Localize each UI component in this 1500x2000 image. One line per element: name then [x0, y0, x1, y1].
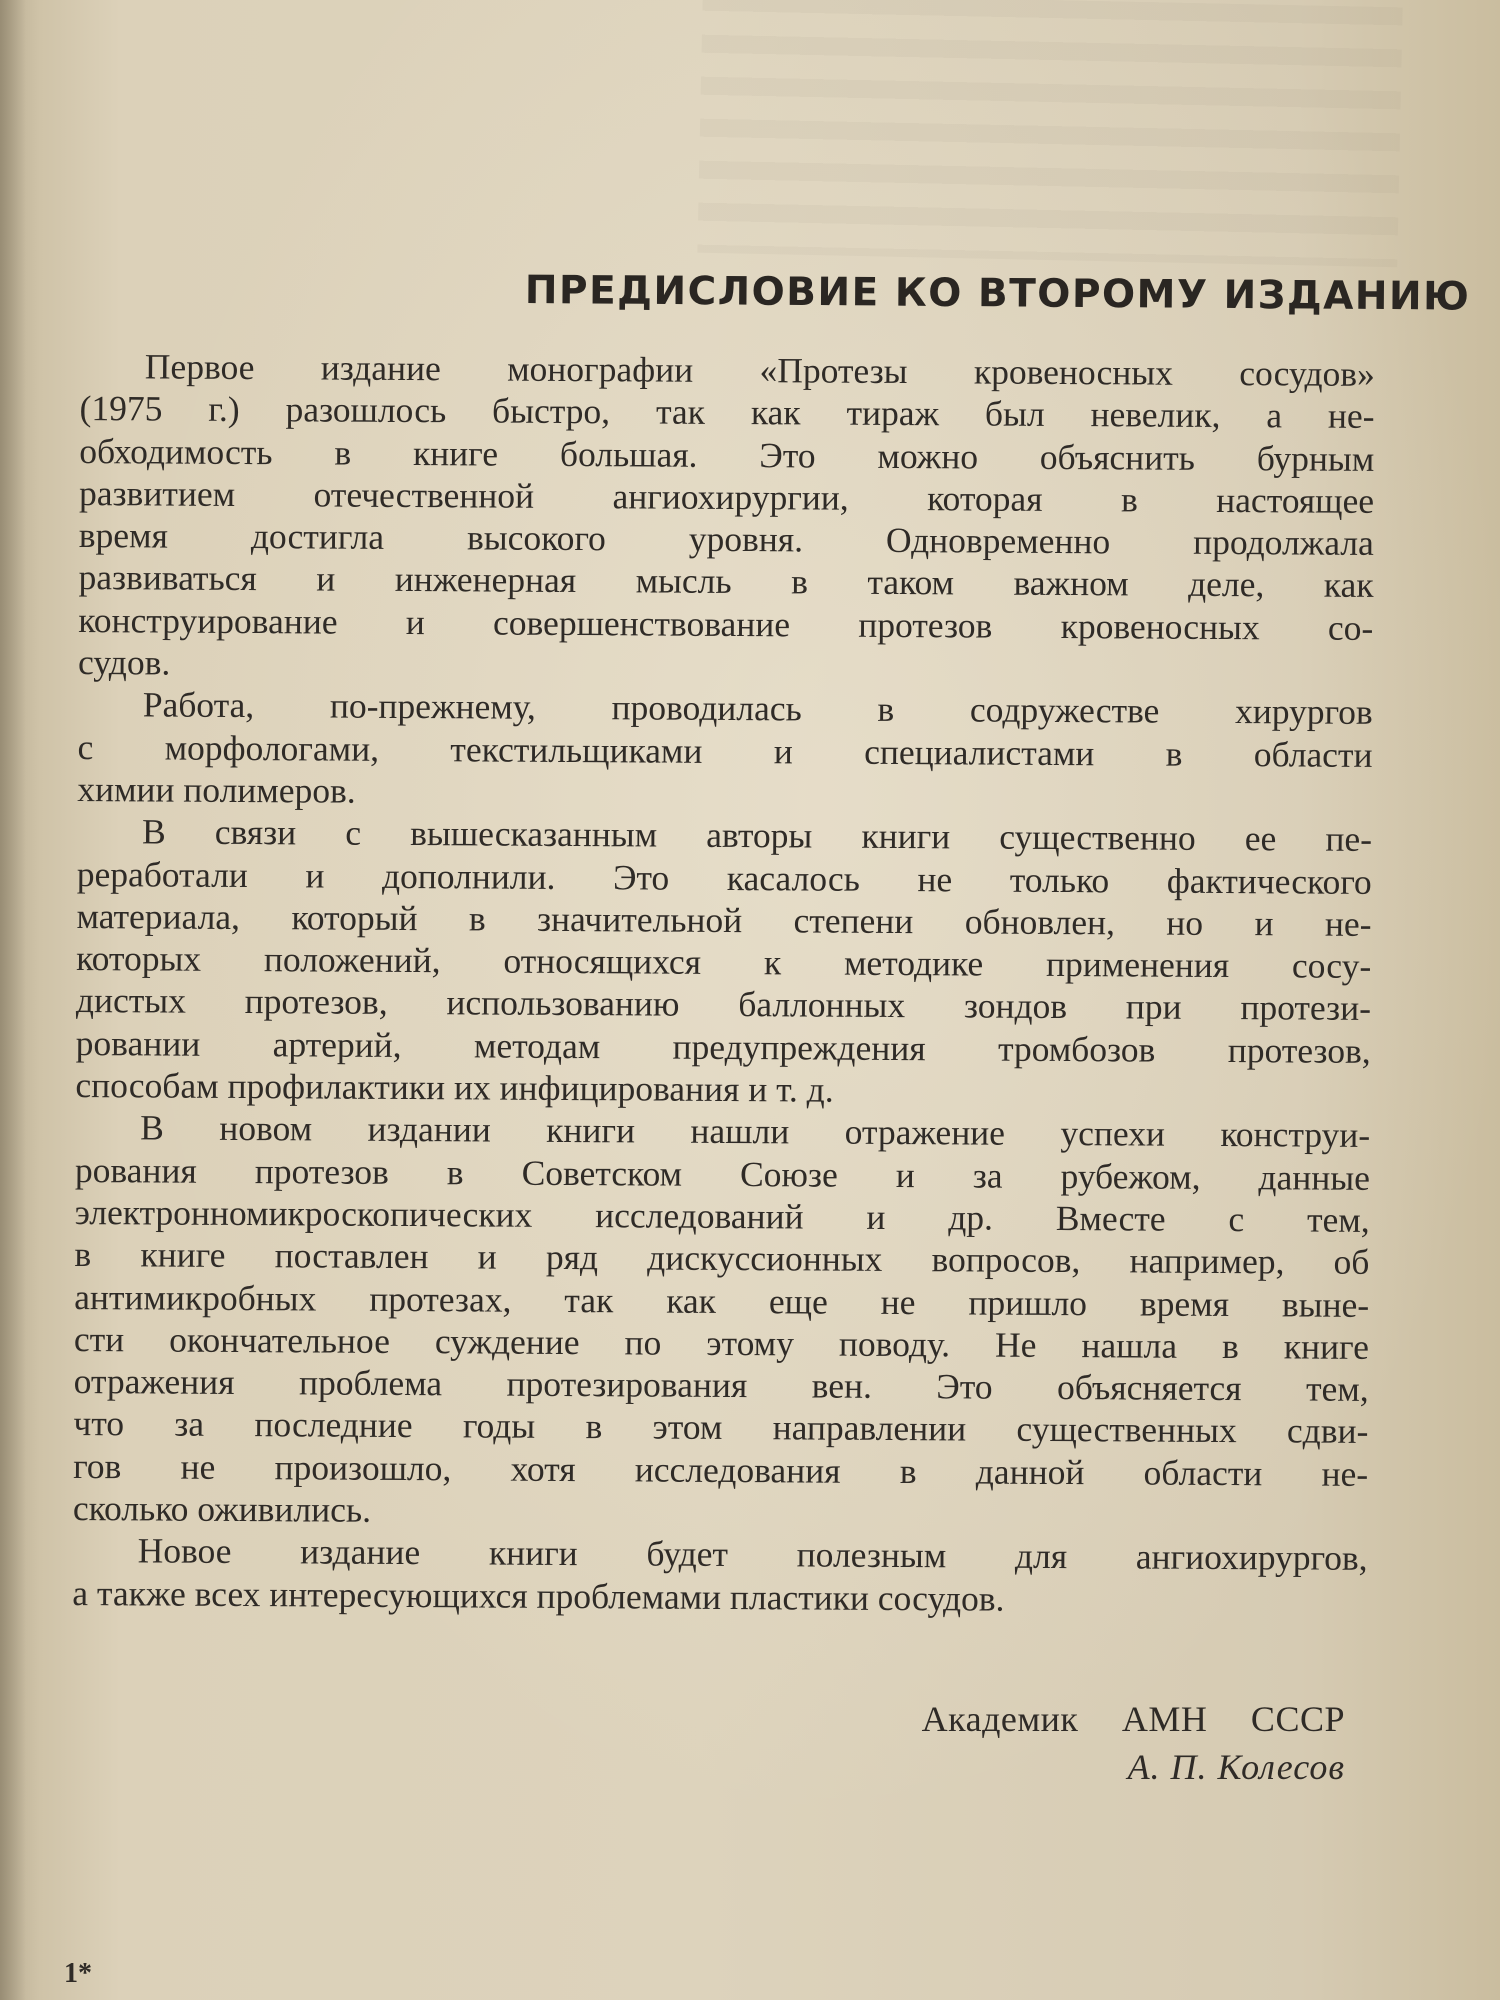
- text-line: судов.: [77, 642, 171, 683]
- text-line: ровании артерий, методам предупреждения тромбозов протезов,: [75, 1022, 1371, 1071]
- text-line: развиваться и инженерная мысль в таком важном деле, как: [78, 557, 1374, 606]
- text-line: Работа, по-прежнему, проводилась в содружестве хирургов: [142, 684, 1373, 733]
- text-line: отражения проблема протезирования вен. Это объясняется тем,: [73, 1361, 1369, 1410]
- text-line: В новом издании книги нашли отражение успехи конструи-: [140, 1107, 1371, 1156]
- text-line: способам профилактики их инфицирования и т. д.: [75, 1065, 834, 1110]
- preface-body: [72, 345, 1375, 1622]
- text-line: с морфологами, текстильщиками и специалистами в области: [77, 726, 1373, 775]
- text-line: а также всех интересующихся проблемами пластики сосудов.: [72, 1572, 1005, 1619]
- text-line: Новое издание книги будет полезным для ангиохирургов,: [137, 1530, 1368, 1579]
- text-line: электронномикроскопических исследований и др. Вместе с тем,: [74, 1191, 1370, 1240]
- text-line: развитием отечественной ангиохирургии, которая в настоящее: [78, 472, 1375, 521]
- signature-name: А. П. Колесов: [1127, 1747, 1345, 1787]
- text-line: В связи с вышесказанным авторы книги существенно ее пе-: [141, 811, 1373, 860]
- text-line: которых положений, относящихся к методике применения сосу-: [76, 938, 1372, 987]
- text-line: обходимость в книге большая. Это можно объяснить бурным: [79, 430, 1375, 479]
- signature-block: [922, 1695, 1345, 1791]
- text-line: антимикробных протезах, так как еще не пришло время выне-: [74, 1276, 1370, 1325]
- text-line: реработали и дополнили. Это касалось не только фактического: [76, 853, 1372, 902]
- text-line: что за последние годы в этом направлении существенных сдви-: [73, 1403, 1369, 1452]
- text-line: (1975 г.) разошлось быстро, так как тираж был невелик, а не-: [79, 388, 1375, 437]
- text-line: дистых протезов, использованию баллонных зондов при протези-: [75, 980, 1372, 1029]
- text-line: сколько оживились.: [72, 1487, 372, 1530]
- signature-title: Академик АМН СССР: [921, 1699, 1345, 1739]
- signature-mark: 1*: [64, 1958, 92, 1989]
- text-line: конструирование и совершенствование протезов кровеносных со-: [78, 599, 1374, 648]
- text-line: материала, который в значительной степени обновлен, но и не-: [76, 895, 1372, 944]
- text-line: сти окончательное суждение по этому поводу. Не нашла в книге: [73, 1318, 1370, 1367]
- text-line: Первое издание монографии «Протезы кровеносных сосудов»: [144, 346, 1375, 394]
- page-heading: ПРЕДИСЛОВИЕ КО ВТОРОМУ ИЗДАНИЮ: [524, 268, 1471, 320]
- text-line: гов не произошло, хотя исследования в данной области не-: [73, 1445, 1369, 1494]
- text-line: рования протезов в Советском Союзе и за рубежом, данные: [74, 1149, 1371, 1198]
- text-line: время достигла высокого уровня. Одновременно продолжала: [78, 515, 1374, 564]
- text-line: в книге поставлен и ряд дискуссионных вопросов, например, об: [74, 1234, 1370, 1283]
- text-line: химии полимеров.: [77, 768, 356, 811]
